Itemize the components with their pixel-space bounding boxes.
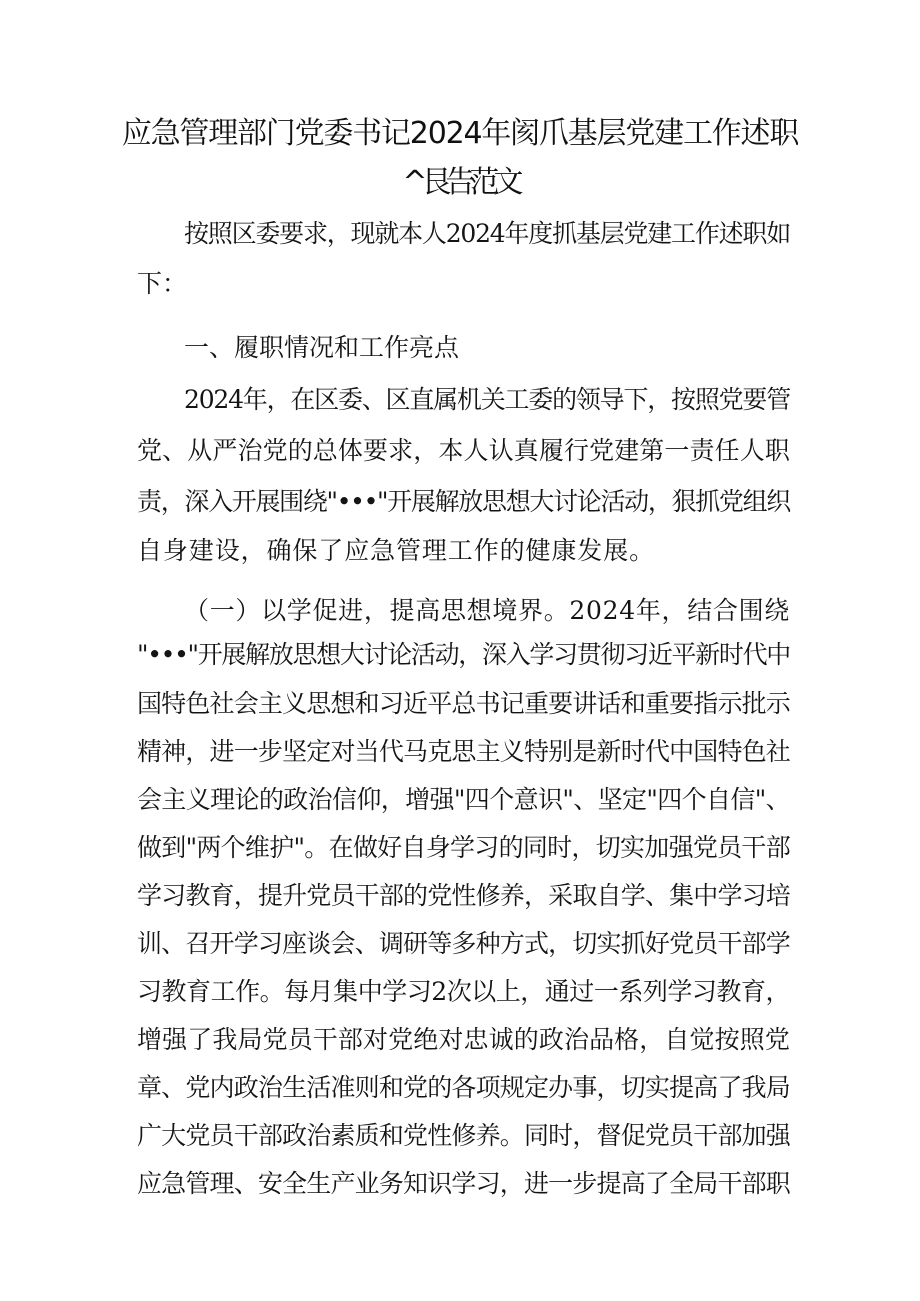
- para2-line-8: 训、召开学习座谈会、调研等多种方式，切实抓好党员干部学: [137, 929, 790, 958]
- para2-line-2: "•••"开展解放思想大讨论活动，深入学习贯彻习近平新时代中: [137, 640, 790, 669]
- para1-line-3: 责，深入开展围绕"•••"开展解放思想大讨论活动，狠抓党组织: [137, 487, 790, 516]
- para2-line-1: （一）以学促进，提高思想境界。2024年，结合围绕: [184, 596, 790, 625]
- para1-line-2: 党、从严治党的总体要求，本人认真履行党建第一责任人职: [137, 436, 790, 465]
- intro-line-2: 下：: [137, 269, 188, 298]
- para2-line-9: 习教育工作。每月集中学习2次以上，通过一系列学习教育，: [137, 977, 790, 1006]
- para2-line-5: 会主义理论的政治信仰，增强"四个意识"、坚定"四个自信"、: [137, 785, 790, 814]
- intro-line-1: 按照区委要求，现就本人2024年度抓基层党建工作述职如: [184, 219, 790, 248]
- section-heading-1: 一、履职情况和工作亮点: [184, 333, 460, 362]
- para2-line-12: 广大党员干部政治素质和党性修养。同时，督促党员干部加强: [137, 1121, 790, 1150]
- para2-line-4: 精神，进一步坚定对当代马克思主义特别是新时代中国特色社: [137, 737, 790, 766]
- para1-line-1: 2024年，在区委、区直属机关工委的领导下，按照党要管: [184, 385, 790, 414]
- para2-line-3: 国特色社会主义思想和习近平总书记重要讲话和重要指示批示: [137, 689, 790, 718]
- para1-line-4: 自身建设，确保了应急管理工作的健康发展。: [137, 536, 656, 565]
- document-title-line-1: 应急管理部门党委书记2024年阂爪基层党建工作述职: [121, 116, 799, 151]
- document-title-line-2: ^艮告范文: [402, 165, 518, 200]
- para2-line-10: 增强了我局党员干部对党绝对忠诚的政治品格，自觉按照党: [137, 1025, 790, 1054]
- para2-line-13: 应急管理、安全生产业务知识学习，进一步提高了全局干部职: [137, 1169, 790, 1198]
- para2-line-11: 章、党内政治生活准则和党的各项规定办事，切实提高了我局: [137, 1073, 790, 1102]
- para2-line-7: 学习教育，提升党员干部的党性修养，采取自学、集中学习培: [137, 881, 790, 910]
- para2-line-6: 做到"两个维护"。在做好自身学习的同时，切实加强党员干部: [137, 833, 790, 862]
